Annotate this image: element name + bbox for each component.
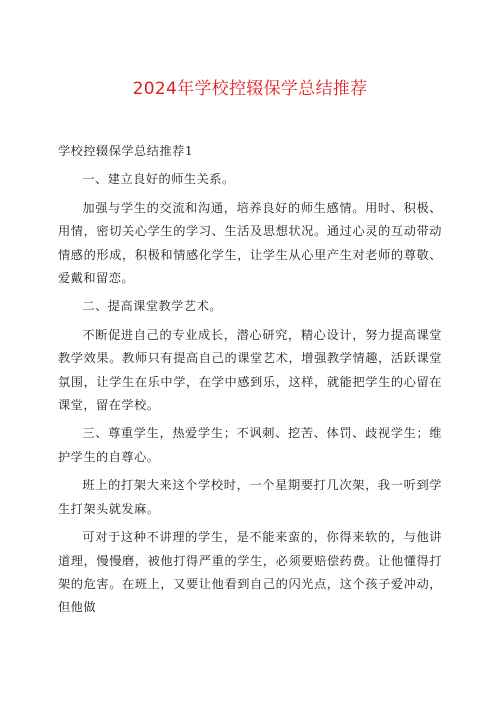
- document-body: [58, 140, 442, 625]
- document-title: 2024年学校控辍保学总结推荐: [132, 79, 368, 99]
- paragraph: 不断促进自己的专业成长，潜心研究，精心设计，努力提高课堂教学效果。教师只有提高自己的课堂艺术，增强教学情趣，活跃课堂氛围，让学生在乐中学，在学中感到乐，这样，就能把学生的心留在课堂，留在学校。: [58, 327, 442, 413]
- paragraph: 班上的打架大来这个学校时，一个星期要打几次架，我一听到学生打架头就发麻。: [58, 478, 442, 516]
- paragraph: 加强与学生的交流和沟通，培养良好的师生感情。用时、积极、用情，密切关心学生的学习、生活及思想状况。通过心灵的互动带动情感的形成，积极和情感化学生，让学生从心里产生对老师的尊敬、爱戴和留恋。: [58, 200, 442, 286]
- paragraph: 可对于这种不讲理的学生，是不能来蛮的，你得来软的，与他讲道理，慢慢磨，被他打得严重的学生，必须要赔偿药费。让他懂得打架的危害。在班上，又要让他看到自己的闪光点，这个孩子爱冲动，但他做: [58, 530, 442, 615]
- paragraph: 二、提高课堂教学艺术。: [82, 299, 222, 314]
- paragraph: 三、尊重学生，热爱学生；不讽刺、挖苦、体罚、歧视学生；维护学生的自尊心。: [58, 426, 442, 464]
- section-heading: 学校控辍保学总结推荐1: [58, 144, 194, 158]
- paragraph: 一、建立良好的师生关系。: [82, 172, 235, 187]
